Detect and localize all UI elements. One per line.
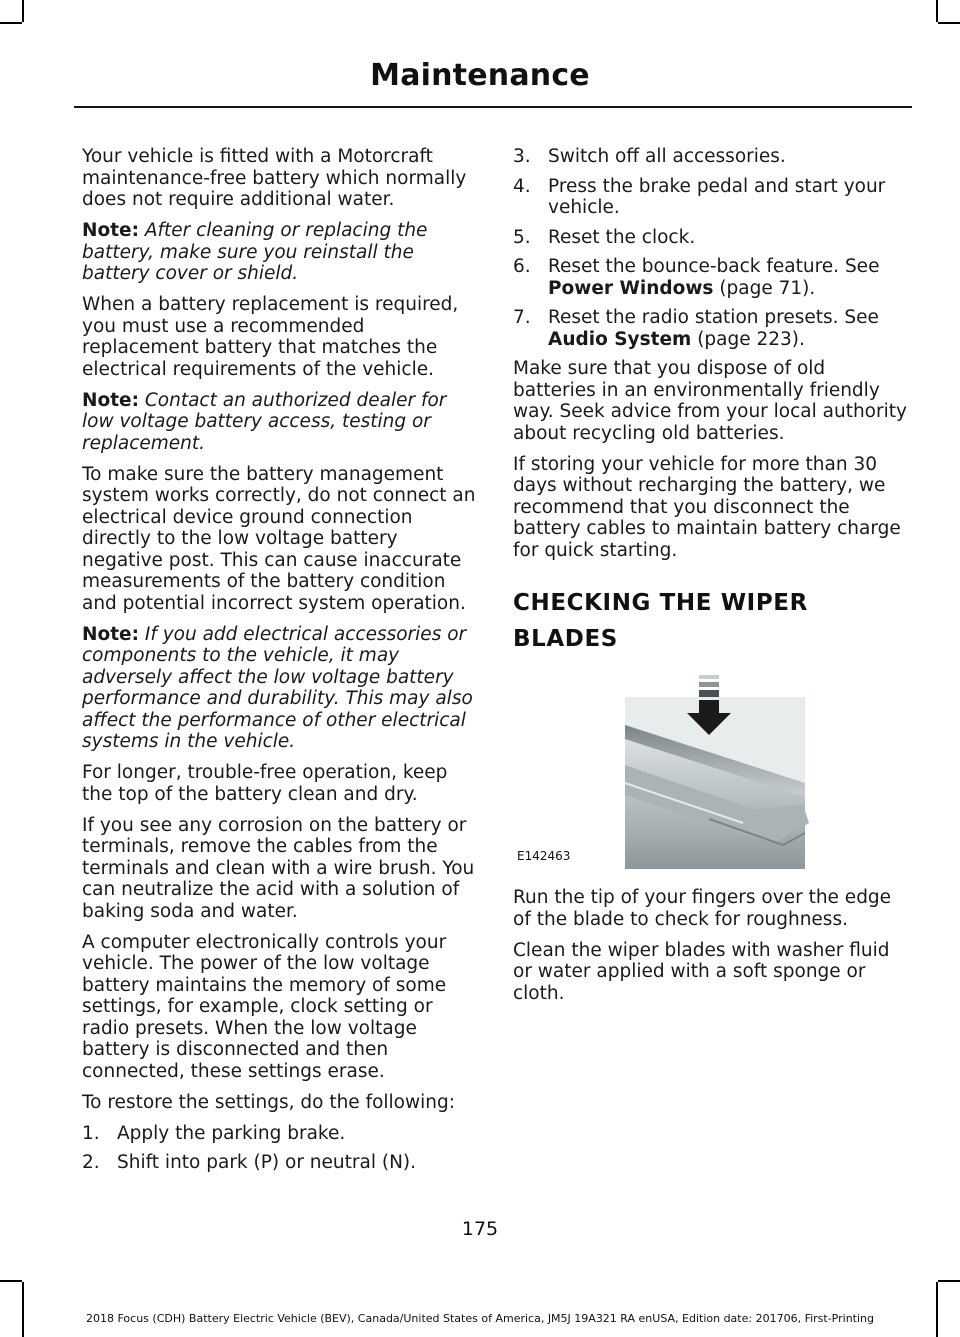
paragraph: When a battery replacement is required, you must use a recommended replacement battery that matches the electrical requirements of the vehicle.: [82, 294, 459, 380]
section-heading-line: BLADES: [513, 626, 618, 652]
section-heading: [513, 585, 913, 657]
cross-reference-link[interactable]: Power Windows: [548, 277, 714, 299]
paragraph: For longer, trouble-free operation, keep the top of the battery clean and dry.: [82, 762, 448, 805]
paragraph: Clean the wiper blades with washer fluid or water applied with a soft sponge or cloth.: [513, 939, 890, 1004]
step-text: Shift into park (P) or neutral (N).: [117, 1152, 417, 1173]
steps-list: [82, 1123, 482, 1174]
step-text: Apply the parking brake.: [117, 1122, 346, 1144]
page-reference: (page 71).: [719, 277, 816, 299]
step-number: 2.: [82, 1152, 100, 1173]
section-heading-line: CHECKING THE WIPER: [513, 590, 808, 616]
crop-mark: [936, 1282, 938, 1337]
steps-list: [513, 146, 913, 350]
note: [82, 390, 482, 455]
step-number: 5.: [513, 226, 531, 248]
crop-mark: [22, 0, 24, 22]
list-item: [513, 176, 913, 219]
paragraph: If storing your vehicle for more than 30 days without recharging the battery, we recommend that you disconnect the battery cables to maintain battery charge for quick starting.: [513, 453, 901, 561]
note-text: After cleaning or replacing the battery, make sure you reinstall the battery cover or shield.: [82, 220, 428, 284]
paragraph: Make sure that you dispose of old batteries in an environmentally friendly way. Seek advice from your local authority about recycling old batteries.: [513, 358, 907, 444]
note: [82, 624, 482, 753]
list-item: [82, 1123, 482, 1145]
wiper-blade-illustration: [513, 673, 913, 873]
header-divider: [74, 106, 912, 108]
paragraph: If you see any corrosion on the battery or terminals, remove the cables from the terminals and clean with a wire brush. You can neutralize the acid with a solution of baking soda and water.: [82, 814, 475, 922]
right-column: [513, 146, 913, 1014]
list-item: [82, 1152, 482, 1174]
wiper-blade-drawing: [513, 673, 913, 873]
step-text: Reset the bounce-back feature. See: [548, 256, 880, 277]
footer-edition-info: 2018 Focus (CDH) Battery Electric Vehicle (BEV), Canada/United States of America, JM5J 19A321 RA enUSA, Edition date: 201706, First-Printing: [86, 1312, 874, 1325]
page-title: Maintenance: [370, 58, 590, 93]
paragraph: To restore the settings, do the following:: [82, 1091, 455, 1113]
crop-mark: [938, 1280, 960, 1282]
crop-mark: [22, 1282, 24, 1337]
crop-mark: [0, 22, 22, 24]
note-text: Contact an authorized dealer for low voltage battery access, testing or replacement.: [82, 389, 447, 454]
step-number: 6.: [513, 256, 531, 277]
step-number: 1.: [82, 1122, 100, 1144]
cross-reference-link[interactable]: Audio System: [548, 328, 692, 350]
step-number: 3.: [513, 146, 531, 167]
step-text: Switch off all accessories.: [548, 146, 786, 167]
paragraph: Your vehicle is fitted with a Motorcraft maintenance-free battery which normally does not require additional water.: [82, 146, 467, 210]
note: [82, 220, 482, 285]
note-text: If you add electrical accessories or components to the vehicle, it may adversely affect the low voltage battery performance and durability. This may also affect the performance of other electrical systems in the vehicle.: [82, 623, 473, 752]
crop-mark: [0, 1280, 22, 1282]
step-text: Reset the radio station presets. See: [548, 307, 879, 328]
note-label: Note:: [82, 389, 139, 411]
step-number: 7.: [513, 307, 531, 328]
note-label: Note:: [82, 220, 139, 241]
arrow-fade-bar: [699, 675, 719, 679]
step-text: Reset the clock.: [548, 226, 696, 248]
list-item: [513, 227, 913, 249]
crop-mark: [936, 0, 938, 22]
paragraph: Run the tip of your fingers over the edge of the blade to check for roughness.: [513, 887, 892, 930]
note-label: Note:: [82, 623, 139, 645]
arrow-fade-bar: [699, 690, 719, 697]
figure-code: E142463: [517, 848, 571, 863]
page-number: 175: [461, 1218, 499, 1240]
list-item: [513, 146, 913, 168]
left-column: [82, 146, 482, 1182]
page-reference: (page 223).: [697, 328, 805, 350]
list-item: [513, 256, 913, 299]
paragraph: To make sure the battery management system works correctly, do not connect an electrical device ground connection directly to the low voltage battery negative post. This can cause inaccurate measurements of the battery condition and potential incorrect system operation.: [82, 463, 476, 614]
crop-mark: [938, 22, 960, 24]
arrow-fade-bar: [699, 682, 719, 687]
step-number: 4.: [513, 175, 531, 197]
step-text: Press the brake pedal and start your vehicle.: [548, 175, 886, 218]
paragraph: A computer electronically controls your vehicle. The power of the low voltage battery maintains the memory of some settings, for example, clock setting or radio presets. When the low voltage battery is disconnected and then connected, these settings erase.: [82, 931, 447, 1082]
list-item: [513, 307, 913, 350]
